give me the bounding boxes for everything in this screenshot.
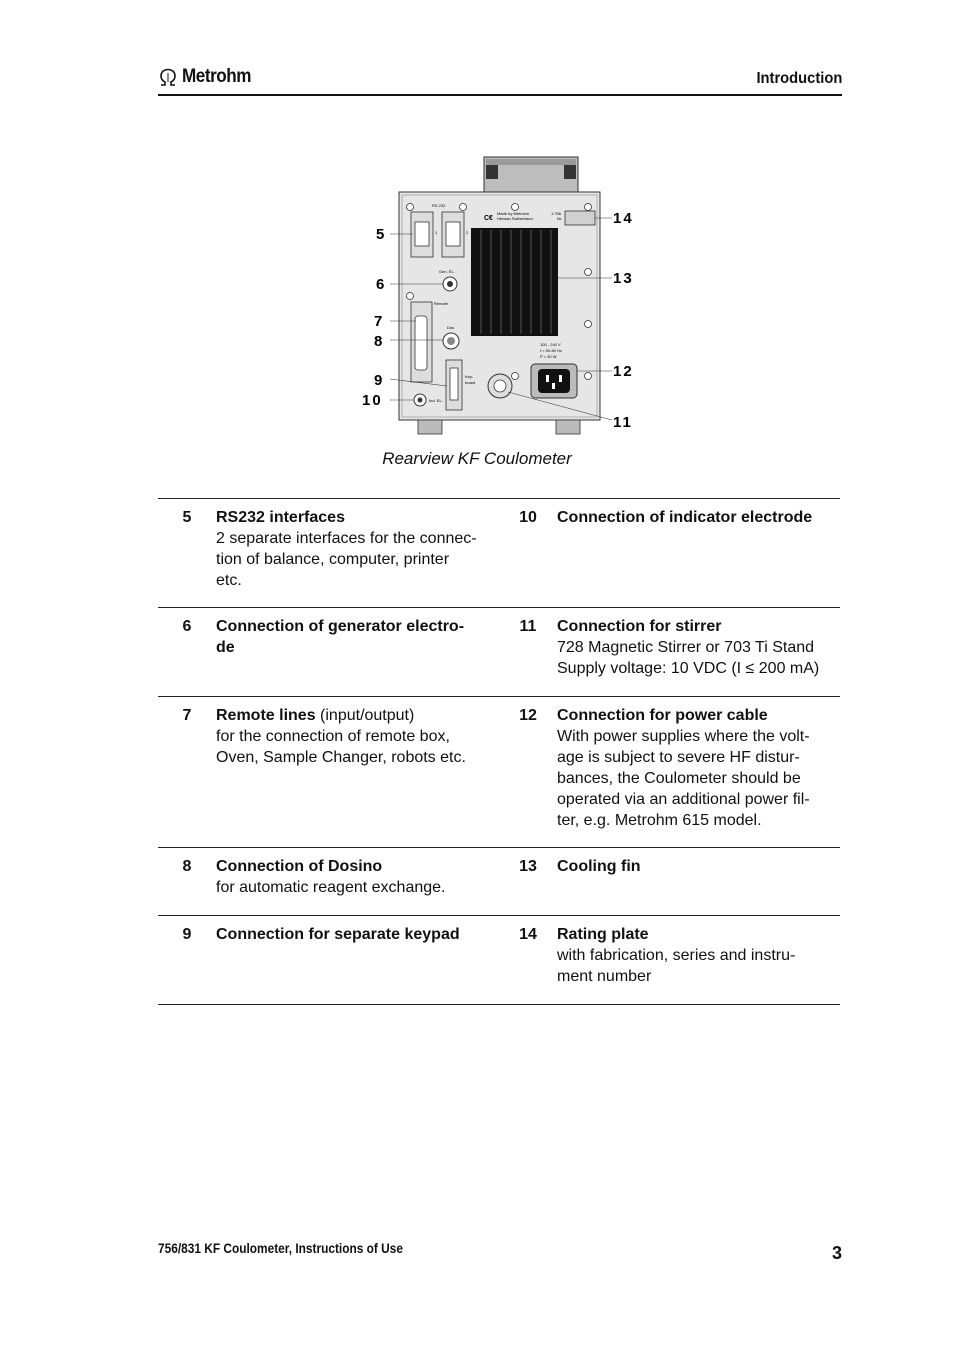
item-title: RS232 interfaces	[216, 509, 345, 526]
item-title: Cooling fin	[557, 858, 641, 875]
table-cell-left	[158, 916, 499, 1004]
footer-document-title: 756/831 KF Coulometer, Instructions of Use	[158, 1241, 403, 1256]
item-number: 6	[182, 618, 192, 635]
item-description: 728 Magnetic Stirrer or 703 Ti Stand Supply voltage: 10 VDC (I ≤ 200 mA)	[557, 639, 820, 677]
callout-12: 12	[613, 363, 634, 380]
item-description: 2 separate interfaces for the connec- tion of balance, computer, printer etc.	[216, 530, 477, 589]
item-title: Connection of Dosino	[216, 858, 383, 875]
item-title: Remote lines	[216, 707, 316, 724]
callout-7: 7	[374, 313, 383, 330]
rating-label-2: Nr.	[557, 216, 563, 221]
item-description: with fabrication, series and instru- ment number	[557, 947, 796, 985]
connections-table	[158, 498, 840, 1005]
device-rear-diagram	[350, 150, 650, 440]
section-title: Introduction	[756, 70, 842, 87]
table-row	[158, 915, 840, 1005]
item-title: Connection of indicator electrode	[557, 509, 813, 526]
table-cell-right	[499, 916, 840, 1004]
table-cell-left	[158, 848, 499, 915]
keyboard-label-1: Key-	[465, 374, 474, 379]
remote-label: Remote	[434, 301, 449, 306]
item-number: 14	[519, 926, 537, 943]
item-title: Rating plate	[557, 926, 649, 943]
item-description: for the connection of remote box, Oven, Sample Changer, robots etc.	[216, 728, 466, 766]
callout-10: 10	[362, 392, 383, 409]
ind-el-label: Ind. EL.	[429, 398, 443, 403]
page-number: 3	[831, 1243, 842, 1263]
item-number: 11	[519, 618, 537, 635]
gen-el-label: Gen. EL.	[439, 269, 455, 274]
omega-logo-icon	[158, 68, 178, 86]
item-title: Connection for stirrer	[557, 618, 722, 635]
table-row	[158, 847, 840, 915]
item-title: Connection of generator electro- de	[216, 618, 465, 656]
item-number: 5	[182, 509, 192, 526]
table-cell-right	[499, 608, 840, 696]
item-description: With power supplies where the volt- age is subject to severe HF distur- bances, the Coulometer should be operated via an additional power fil- ter, e.g. Metrohm 615 model.	[557, 728, 810, 829]
callout-13: 13	[613, 270, 634, 287]
table-row	[158, 607, 840, 696]
keyboard-label-2: board	[465, 380, 476, 385]
callout-8: 8	[374, 333, 383, 350]
item-number: 12	[519, 707, 537, 724]
callout-6: 6	[376, 276, 385, 293]
callout-9: 9	[374, 372, 383, 389]
brand-name: Metrohm	[182, 66, 252, 87]
item-number: 9	[182, 926, 192, 943]
port1-label: 1	[435, 230, 438, 235]
item-title: Connection for power cable	[557, 707, 768, 724]
table-cell-right	[499, 848, 840, 915]
table-cell-left	[158, 499, 499, 607]
table-cell-left	[158, 697, 499, 847]
table-row	[158, 696, 840, 847]
svg-text:C€: C€	[484, 215, 493, 222]
rearview-illustration	[350, 150, 650, 440]
made-by-label-1: Made by Metrohm	[497, 211, 530, 216]
table-cell-left	[158, 608, 499, 696]
table-row	[158, 498, 840, 607]
power-label-2: f = 50-60 Hz	[540, 348, 562, 353]
port2-label: 2	[466, 230, 469, 235]
table-cell-right	[499, 697, 840, 847]
item-title-suffix: (input/output)	[315, 707, 415, 724]
item-title: Connection for separate keypad	[216, 926, 460, 943]
made-by-label-2: Herisau Switzerland	[497, 216, 533, 221]
metrohm-logo	[158, 66, 259, 88]
item-number: 8	[182, 858, 192, 875]
page-header	[158, 64, 842, 96]
item-number: 7	[182, 707, 192, 724]
figure-caption: Rearview KF Coulometer	[382, 449, 572, 468]
table-cell-right	[499, 499, 840, 607]
item-number: 13	[519, 858, 537, 875]
rs232-label: RS 232	[432, 203, 446, 208]
item-description: for automatic reagent exchange.	[216, 879, 446, 896]
callout-5: 5	[376, 226, 385, 243]
rating-label-1: 1.756.	[551, 211, 563, 216]
power-label-1: 100 - 240 V	[540, 342, 561, 347]
callout-11: 11	[613, 414, 633, 431]
dos-label: Dos	[447, 325, 455, 330]
power-label-3: P = 30 W	[540, 354, 557, 359]
callout-14: 14	[613, 210, 634, 227]
item-number: 10	[519, 509, 537, 526]
